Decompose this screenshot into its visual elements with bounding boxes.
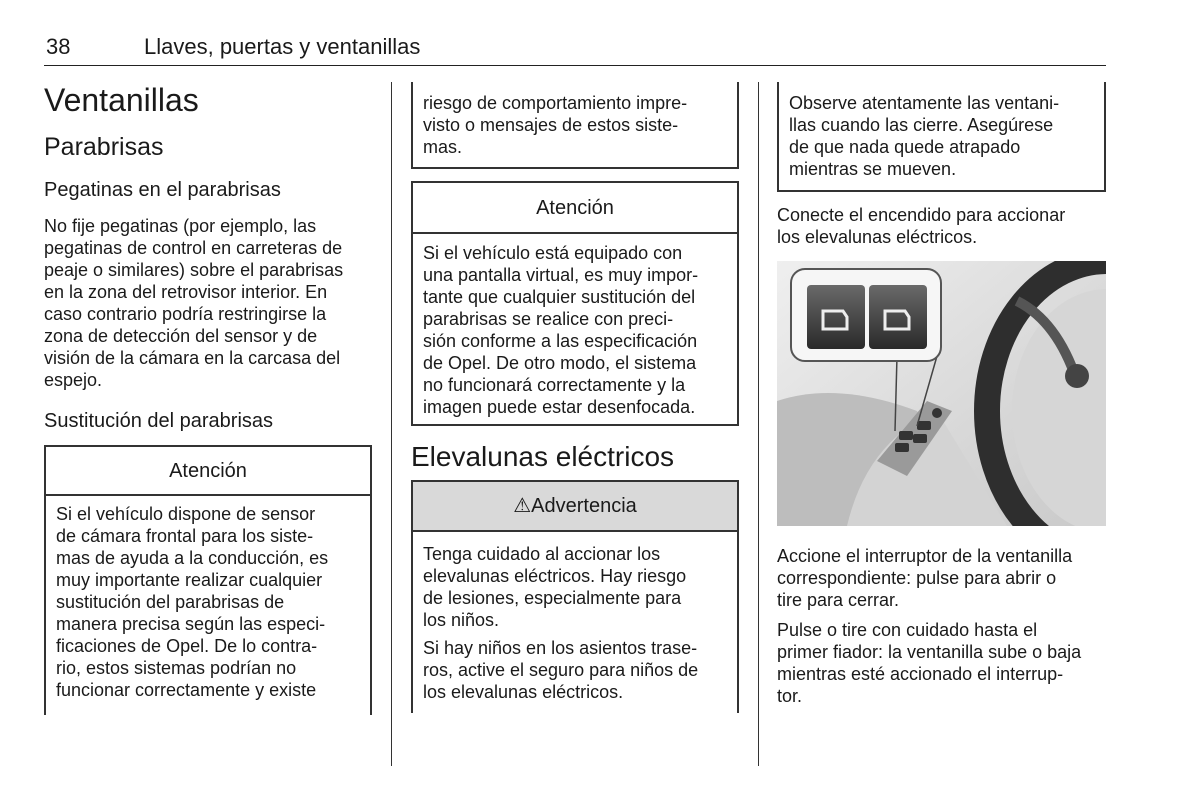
continued-text-col3: Observe atentamente las ventani- llas cuando las cierre. Asegúrese de que nada quede atrapado mientras se mueven. (789, 93, 1060, 179)
heading-elevalunas: Elevalunas eléctricos (411, 441, 675, 472)
warning-triangle-icon: ⚠ (513, 495, 532, 517)
attention-box-1 (44, 445, 372, 715)
heading-pegatinas: Pegatinas en el parabrisas (44, 179, 281, 201)
attention-box-2-title: Atención (413, 183, 737, 234)
continued-box-col2 (411, 82, 739, 169)
heading-ventanillas: Ventanillas (44, 82, 199, 118)
attention-box-2-text: Si el vehículo está equipado con una pantalla virtual, es muy impor- tante que cualquier sustitución del parabrisas se realice con preci- sión conforme a las especificación de Opel. De otro modo, el sistema no funcionará correctamente y la imagen puede estar desenfocada. (423, 243, 699, 417)
heading-sustitucion: Sustitución del parabrisas (44, 410, 274, 432)
attention-box-2 (411, 181, 739, 426)
section-title: Llaves, puertas y ventanillas (144, 34, 421, 59)
paragraph-pegatinas: No fije pegatinas (por ejemplo, las pegatinas de control en carreteras de peaje o similares) sobre el parabrisas en la zona del retrovisor interior. En caso contrario podría restringirse la zona de detección del sensor y de visión de la cámara en la carcasa del espejo. (44, 216, 344, 390)
warning-box (411, 480, 739, 713)
warning-header (413, 482, 737, 532)
warning-title: Advertencia (531, 495, 637, 517)
door-panel-illustration (777, 261, 1106, 526)
heading-parabrisas: Parabrisas (44, 133, 164, 161)
attention-box-1-title: Atención (46, 447, 370, 496)
attention-box-1-text: Si el vehículo dispone de sensor de cámara frontal para los siste- mas de ayuda a la conducción, es muy importante realizar cualquier sustitución del parabrisas de manera precisa según las especi- ficaciones de Opel. De lo contra- rio, estos sistemas podrían no funcionar correctamente y existe (56, 504, 329, 700)
paragraph-fiador: Pulse o tire con cuidado hasta el primer fiador: la ventanilla sube o baja mientras esté accionado el interrup- tor. (777, 620, 1082, 706)
column-divider-2 (758, 82, 759, 766)
header-rule (44, 65, 1106, 66)
continued-text-col2: riesgo de comportamiento impre- visto o mensajes de estos siste- mas. (423, 93, 688, 157)
continued-box-col3 (777, 82, 1106, 192)
column-divider-1 (391, 82, 392, 766)
warning-paragraph-1: Tenga cuidado al accionar los elevalunas eléctricos. Hay riesgo de lesiones, especialmente para los niños. (423, 544, 687, 630)
warning-paragraph-2: Si hay niños en los asientos trase- ros, active el seguro para niños de los elevalunas eléctricos. (423, 638, 699, 702)
page-number: 38 (46, 34, 71, 59)
paragraph-encendido: Conecte el encendido para accionar los elevalunas eléctricos. (777, 205, 1066, 247)
window-switch-photo (777, 261, 1106, 526)
paragraph-interruptor: Accione el interruptor de la ventanilla correspondiente: pulse para abrir o tire para cerrar. (777, 546, 1073, 610)
